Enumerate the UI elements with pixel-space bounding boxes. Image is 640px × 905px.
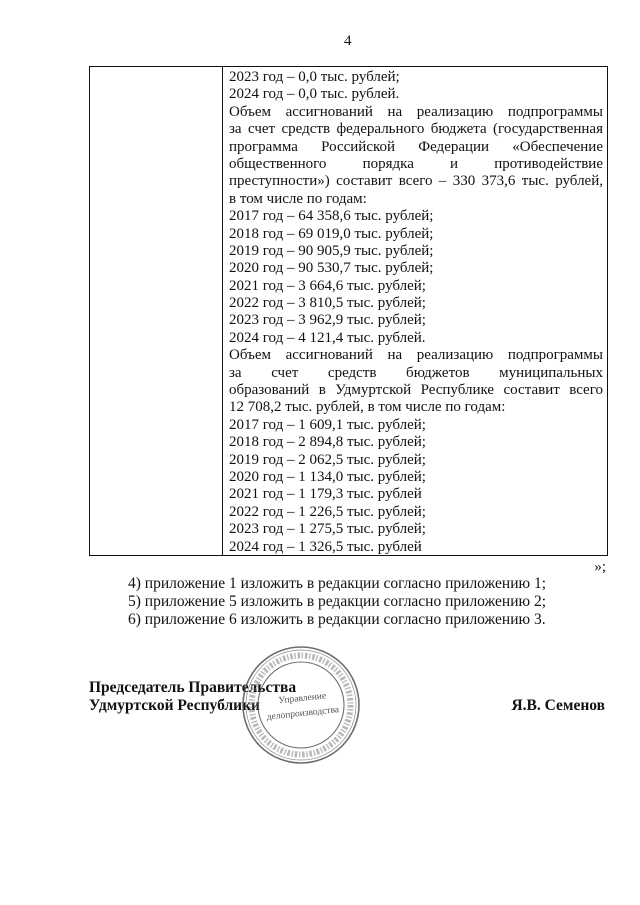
cell-paragraph (229, 278, 603, 295)
page-number: 4 (344, 33, 352, 49)
cell-text-line: программа Российской Федерации «Обеспечение (229, 138, 603, 155)
cell-paragraph (229, 312, 603, 329)
cell-paragraph (229, 521, 603, 538)
cell-text-line: 2019 год – 90 905,9 тыс. рублей; (229, 242, 434, 259)
cell-paragraph (229, 260, 603, 277)
cell-paragraph (229, 226, 603, 243)
cell-text-line: 2024 год – 0,0 тыс. рублей. (229, 86, 400, 103)
table-cell-empty (90, 67, 223, 555)
cell-text-line: 2022 год – 1 226,5 тыс. рублей; (229, 503, 426, 520)
amendment-item: 6) приложение 6 изложить в редакции согласно приложению 3. (128, 611, 546, 628)
cell-text-line: 2020 год – 1 134,0 тыс. рублей; (229, 468, 426, 485)
cell-text-line: за счет средств федерального бюджета (государственная (229, 121, 603, 138)
cell-paragraph (229, 486, 603, 503)
amendment-item: 4) приложение 1 изложить в редакции согласно приложению 1; (128, 575, 547, 592)
cell-text-line: 2017 год – 64 358,6 тыс. рублей; (229, 208, 434, 225)
cell-paragraph (229, 295, 603, 312)
signatory-position-line: Удмуртской Республики (89, 697, 260, 714)
cell-text-line: 2019 год – 2 062,5 тыс. рублей; (229, 451, 426, 468)
cell-paragraph (229, 69, 603, 86)
cell-paragraph (229, 243, 603, 260)
cell-paragraph (229, 504, 603, 521)
cell-text-line: Объем ассигнований на реализацию подпрограммы (229, 103, 603, 120)
stamp-outer-ring-inner (246, 650, 356, 760)
amendment-items (128, 575, 598, 629)
cell-text-line: 2023 год – 3 962,9 тыс. рублей; (229, 312, 426, 329)
stamp-outer-ring (243, 647, 359, 763)
cell-text-line: Объем ассигнований на реализацию подпрограммы (229, 347, 603, 364)
cell-paragraph (229, 417, 603, 434)
cell-text-line: 2024 год – 1 326,5 тыс. рублей (229, 538, 422, 555)
cell-text-line: 12 708,2 тыс. рублей, в том числе по годам: (229, 399, 506, 416)
cell-text-line: за счет средств бюджетов муниципальных (229, 364, 603, 381)
cell-paragraph (229, 434, 603, 451)
cell-text-line: 2020 год – 90 530,7 тыс. рублей; (229, 260, 434, 277)
stamp-text-line: делопроизводства (266, 705, 340, 723)
closing-quote: »; (594, 559, 606, 575)
stamp-text-line: Управление (278, 691, 327, 707)
cell-text-line: 2017 год – 1 609,1 тыс. рублей; (229, 416, 426, 433)
signatory-name: Я.В. Семенов (511, 697, 605, 714)
cell-paragraph (229, 469, 603, 486)
cell-paragraph (229, 104, 603, 208)
cell-paragraph (229, 330, 603, 347)
cell-text-line: 2021 год – 1 179,3 тыс. рублей (229, 486, 422, 503)
cell-text-line: в том числе по годам: (229, 190, 367, 207)
cell-paragraph (229, 86, 603, 103)
cell-text-line: 2024 год – 4 121,4 тыс. рублей. (229, 329, 426, 346)
budget-table (89, 66, 608, 556)
cell-paragraph (229, 452, 603, 469)
cell-text-line: 2023 год – 1 275,5 тыс. рублей; (229, 521, 426, 538)
table-cell-funding-text (229, 69, 603, 556)
cell-text-line: общественного порядка и противодействие (229, 155, 603, 172)
cell-text-line: 2018 год – 69 019,0 тыс. рублей; (229, 225, 434, 242)
cell-text-line: образований в Удмуртской Республике составит всего (229, 382, 603, 399)
cell-text-line: 2018 год – 2 894,8 тыс. рублей; (229, 434, 426, 451)
cell-text-line: преступности») составит всего – 330 373,6 тыс. рублей, (229, 173, 603, 190)
cell-paragraph (229, 208, 603, 225)
signatory-position-line: Председатель Правительства (89, 679, 297, 696)
cell-text-line: 2023 год – 0,0 тыс. рублей; (229, 69, 400, 85)
cell-paragraph (229, 539, 603, 556)
cell-text-line: 2022 год – 3 810,5 тыс. рублей; (229, 295, 426, 312)
cell-paragraph (229, 347, 603, 417)
official-stamp (236, 640, 366, 770)
amendment-item: 5) приложение 5 изложить в редакции согласно приложению 2; (128, 593, 547, 610)
cell-text-line: 2021 год – 3 664,6 тыс. рублей; (229, 277, 426, 294)
